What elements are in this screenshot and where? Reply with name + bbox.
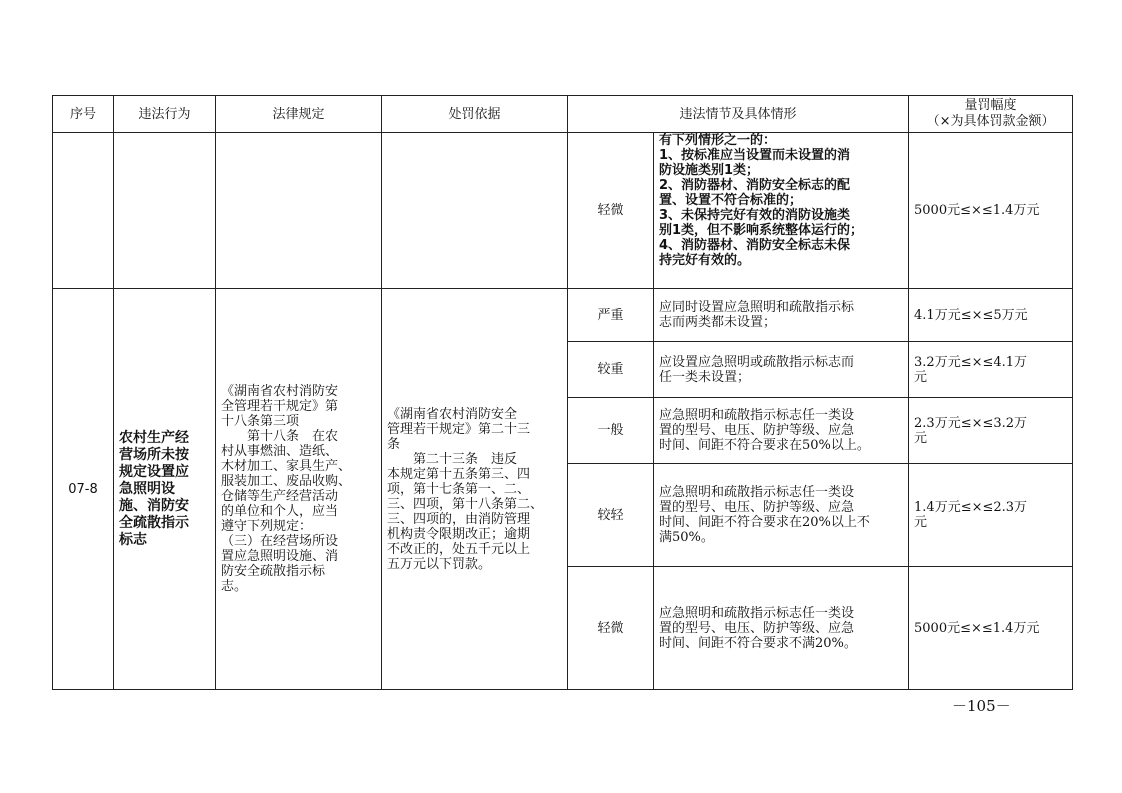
law-line: 的单位和个人，应当 bbox=[221, 504, 339, 519]
prev-detail-line: 4、消防器材、消防安全标志未保 bbox=[659, 238, 851, 253]
amount-line: 5000元≤×≤1.4万元 bbox=[914, 620, 1040, 636]
item-law bbox=[216, 289, 382, 690]
amount-general bbox=[909, 398, 1073, 464]
basis-line: 项，第十七条第一、二、 bbox=[387, 481, 531, 497]
basis-line: 不改正的，处五千元以上 bbox=[387, 541, 531, 557]
basis-line: 条 bbox=[387, 436, 401, 452]
level-minor: 轻微 bbox=[568, 567, 654, 690]
act-line: 营场所未按 bbox=[119, 446, 189, 463]
prev-detail-line: 有下列情形之一的： bbox=[659, 133, 777, 148]
prev-law-cell bbox=[216, 133, 382, 289]
header-law: 法律规定 bbox=[216, 96, 382, 133]
amount-line: 1.4万元≤×≤2.3万 bbox=[914, 500, 1028, 515]
act-line: 施、消防安 bbox=[119, 497, 189, 514]
act-line: 标志 bbox=[119, 531, 147, 548]
basis-line: 第二十三条 违反 bbox=[387, 451, 518, 467]
prev-level: 轻微 bbox=[568, 133, 654, 289]
prev-seq-cell bbox=[53, 133, 114, 289]
detail-line: 应设置应急照明或疏散指示标志而 bbox=[659, 354, 855, 370]
law-line: 十八条第三项 bbox=[221, 414, 300, 429]
detail-light bbox=[654, 464, 909, 567]
amount-line: 2.3万元≤×≤3.2万 bbox=[914, 415, 1028, 431]
law-line: 《湖南省农村消防安 bbox=[221, 384, 339, 399]
amount-minor bbox=[909, 567, 1073, 690]
table-row-prev bbox=[53, 133, 1073, 289]
law-line: 服装加工、废品收购、 bbox=[221, 474, 352, 489]
detail-line: 应同时设置应急照明和疏散指示标 bbox=[659, 300, 855, 315]
act-line: 全疏散指示 bbox=[119, 514, 189, 531]
detail-line: 时间、间距不符合要求不满20%。 bbox=[659, 635, 857, 651]
header-amount bbox=[909, 96, 1073, 133]
detail-general bbox=[654, 398, 909, 464]
detail-line: 志而两类都未设置； bbox=[659, 315, 777, 330]
amount-line: 4.1万元≤×≤5万元 bbox=[914, 307, 1028, 323]
detail-line: 时间、间距不符合要求在20%以上不 bbox=[659, 515, 870, 530]
header-amount-line2: （×为具体罚款金额） bbox=[926, 114, 1055, 129]
item-act bbox=[114, 289, 216, 690]
level-serious: 严重 bbox=[568, 289, 654, 342]
act-line: 农村生产经 bbox=[119, 429, 189, 446]
law-line: 志。 bbox=[221, 579, 248, 594]
prev-detail-line: 1、按标准应当设置而未设置的消 bbox=[659, 148, 851, 163]
amount-heavy bbox=[909, 342, 1073, 398]
table-row bbox=[53, 289, 1073, 342]
detail-line: 置的型号、电压、防护等级、应急 bbox=[659, 423, 855, 438]
law-line: 置应急照明设施、消 bbox=[221, 549, 339, 564]
law-line: 村从事燃油、造纸、 bbox=[221, 444, 339, 459]
header-row bbox=[53, 96, 1073, 133]
detail-serious bbox=[654, 289, 909, 342]
prev-detail bbox=[654, 133, 909, 289]
detail-minor bbox=[654, 567, 909, 690]
basis-line: 三、四项，第十八条第二、 bbox=[387, 496, 544, 512]
prev-detail-line: 3、未保持完好有效的消防设施类 bbox=[659, 208, 851, 223]
basis-line: 《湖南省农村消防安全 bbox=[387, 406, 518, 422]
law-line: 仓储等生产经营活动 bbox=[221, 489, 339, 504]
detail-line: 时间、间距不符合要求在50%以上。 bbox=[659, 438, 870, 453]
law-line: 第十八条 在农 bbox=[221, 429, 339, 444]
detail-line: 应急照明和疏散指示标志任一类设 bbox=[659, 605, 855, 621]
amount-line: 元 bbox=[914, 369, 928, 385]
prev-basis-cell bbox=[382, 133, 568, 289]
basis-line: 三、四项的，由消防管理 bbox=[387, 511, 531, 527]
prev-detail-line: 置、设置不符合标准的； bbox=[659, 193, 803, 208]
level-light: 较轻 bbox=[568, 464, 654, 567]
law-line: 防安全疏散指示标 bbox=[221, 564, 326, 579]
detail-line: 应急照明和疏散指示标志任一类设 bbox=[659, 408, 855, 423]
amount-light bbox=[909, 464, 1073, 567]
law-line: 遵守下列规定： bbox=[221, 519, 313, 534]
detail-heavy bbox=[654, 342, 909, 398]
header-seq: 序号 bbox=[53, 96, 114, 133]
prev-amount: 5000元≤×≤1.4万元 bbox=[909, 133, 1073, 289]
basis-line: 五万元以下罚款。 bbox=[387, 556, 492, 572]
basis-line: 本规定第十五条第三、四 bbox=[387, 466, 531, 482]
detail-line: 置的型号、电压、防护等级、应急 bbox=[659, 500, 855, 515]
level-heavy: 较重 bbox=[568, 342, 654, 398]
law-line: 木材加工、家具生产、 bbox=[221, 459, 352, 474]
penalty-table bbox=[52, 95, 1073, 690]
detail-line: 满50%。 bbox=[659, 530, 714, 545]
act-line: 规定设置应 bbox=[119, 463, 189, 480]
item-seq: 07-8 bbox=[53, 289, 114, 690]
amount-line: 元 bbox=[914, 515, 928, 530]
prev-detail-line: 别1类，但不影响系统整体运行的； bbox=[659, 223, 864, 238]
detail-line: 置的型号、电压、防护等级、应急 bbox=[659, 620, 855, 636]
header-amount-line1: 量罚幅度 bbox=[964, 98, 1017, 113]
law-line: （三）在经营场所设 bbox=[221, 534, 339, 549]
page-number: －105－ bbox=[952, 697, 1011, 715]
prev-detail-line: 持完好有效的。 bbox=[659, 253, 751, 268]
act-line: 急照明设 bbox=[119, 480, 175, 497]
item-basis bbox=[382, 289, 568, 690]
law-line: 全管理若干规定》第 bbox=[221, 399, 339, 414]
level-general: 一般 bbox=[568, 398, 654, 464]
basis-line: 管理若干规定》第二十三 bbox=[387, 421, 531, 437]
basis-line: 机构责令限期改正；逾期 bbox=[387, 526, 531, 542]
header-detail: 违法情节及具体情形 bbox=[568, 96, 909, 133]
amount-serious bbox=[909, 289, 1073, 342]
detail-line: 应急照明和疏散指示标志任一类设 bbox=[659, 485, 855, 500]
prev-act-cell bbox=[114, 133, 216, 289]
header-act: 违法行为 bbox=[114, 96, 216, 133]
prev-detail-line: 防设施类别1类； bbox=[659, 163, 760, 178]
prev-detail-line: 2、消防器材、消防安全标志的配 bbox=[659, 178, 851, 193]
header-basis: 处罚依据 bbox=[382, 96, 568, 133]
amount-line: 3.2万元≤×≤4.1万 bbox=[914, 354, 1028, 370]
amount-line: 元 bbox=[914, 430, 928, 446]
detail-line: 任一类未设置； bbox=[659, 369, 751, 385]
